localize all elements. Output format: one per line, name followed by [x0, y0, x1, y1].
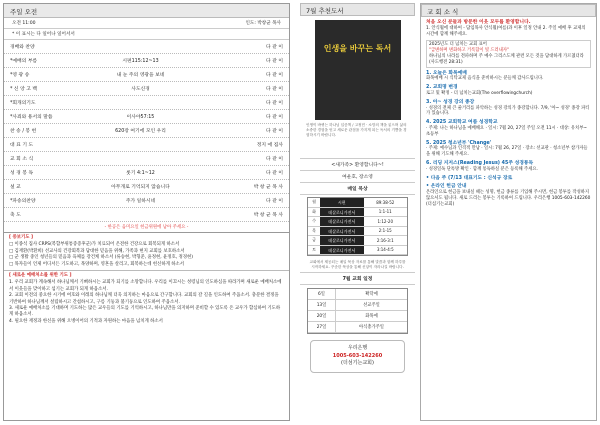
order-row — [4, 152, 289, 166]
schedule-row — [308, 322, 407, 333]
news-item-heading: • 다음 주 (7/13 대표기도 : 신석규 장로 — [426, 175, 513, 181]
order-row — [4, 124, 289, 138]
order-row — [4, 138, 289, 152]
order-item-leader: 다 같 이 — [266, 59, 283, 64]
order-item-title: 교 회 소 식 — [10, 157, 34, 162]
reading-range: 1:12-20 — [377, 218, 393, 224]
intercession-title: [ 중보기도 ] — [9, 235, 34, 240]
order-item-content: 룻기 4:1~12 — [126, 171, 155, 176]
vision-prayer — [4, 271, 289, 327]
schedule-event: 아식총가주일 — [359, 325, 384, 330]
order-item-content: 이사야57:15 — [126, 115, 155, 120]
reading-book: 데살로니가전서 — [320, 217, 364, 226]
order-item-content: 시편115:12~13 — [122, 59, 159, 64]
order-row — [4, 166, 289, 180]
prayer-item-text: 이종석 집사 CRPS(복합부위통증증후군)가 치료되어 온전한 건강으로 회복되게 하소서 — [14, 242, 180, 248]
order-item-leader: 다 같 이 — [266, 115, 283, 120]
news-content — [421, 17, 596, 421]
account-holder: (더섬기는교회) — [341, 360, 374, 366]
book-title: 7월 추천도서 — [300, 3, 415, 16]
news-item — [426, 161, 591, 173]
worship-title: 주일 오전 — [4, 4, 289, 18]
order-item-content: 사도신경 — [131, 87, 150, 92]
motto-text: "급변하며 변화하고 거룩함이 빛 드러내자" — [429, 48, 509, 54]
account-number: 1005-603-142260 — [332, 352, 383, 359]
book-cover: 인생을 바꾸는 독서 — [315, 20, 401, 120]
prayer-item: □ 목자들이 언제 어디서든 기도하고, 목양하며, 영혼을 살리고, 회복하는데 헌신하게 하소서 — [9, 261, 184, 267]
schedule-event: 선교주일 — [363, 303, 380, 308]
worship-subheader — [4, 18, 289, 29]
reading-day: 월 — [312, 199, 316, 205]
reading-range: 2:1-15 — [378, 228, 392, 234]
account-box — [310, 340, 405, 373]
intercession-prayer — [4, 233, 289, 271]
reading-range: 89:38-52 — [376, 199, 395, 205]
order-row — [4, 68, 289, 82]
news-item-heading: 4. 2025 교회학교 여름 성경학교 — [426, 120, 498, 126]
reading-book: 데살로니가전서 — [320, 236, 364, 245]
reading-book: 데살로니가전서 — [320, 227, 364, 236]
reading-book: 시편 — [320, 198, 364, 207]
order-row — [4, 208, 289, 222]
schedule-date: 6일 — [308, 289, 336, 299]
bulletin-right — [300, 3, 597, 421]
order-item-title: *사죄와 용서의 말씀 — [10, 115, 53, 120]
order-item-leader: 다 같 이 — [266, 45, 283, 50]
prayer-item: □ 김재환(박환희) 선교사의 건강회복과 담대한 믿음을 위해, 가족과 현지 교회를 보호하소서 — [9, 248, 185, 254]
order-item-leader: 다 같 이 — [266, 101, 283, 106]
reading-book: 데살로니가전서 — [320, 246, 364, 255]
order-item-title: 성 경 봉 독 — [10, 171, 34, 176]
vision-item: 4. 필요한 재정과 한신을 위해 오병이어의 기적과 자원하는 마음을 넘치게 하소서 — [9, 318, 163, 324]
news-item — [426, 141, 591, 158]
news-item-body: 화목예배 시 식탁교제 음식을 준비하시는 분들께 감사드립니다. — [426, 76, 544, 82]
news-item-body: 온라인으로 헌금을 보내실 때는 성명, 헌금 종류를 기입해 주시면, 헌금 봉투를 작성하지 않으셔도 됩니다. 새로 드리는 봉투는 기록하여 드립니다. 우리은행 1005-603-142260 (더섬기는교회) — [426, 190, 591, 207]
order-item-leader: 박 창 균 목 사 — [253, 213, 283, 218]
order-item-title: *예배의 부름 — [10, 59, 38, 64]
news-item-heading: 3. 아~ 성경 강의 종강 — [426, 99, 475, 105]
welcome-heading: 처음 오신 분들과 방문한 이웃 모두를 환영합니다. — [426, 20, 531, 25]
news-item — [426, 176, 591, 182]
order-item-leader: 정지 애 집사 — [256, 143, 283, 148]
reading-row — [308, 227, 407, 237]
news-title: 교 회 소 식 — [421, 4, 596, 17]
reading-day: 목 — [312, 227, 316, 233]
schedule-event: 확학예 — [365, 292, 378, 297]
reading-row — [308, 246, 407, 256]
prayer-item-text: 군 생활 중인 청년들의 믿음과 육체를 강건케 하소서 (류승현, 박형준, 윤정현, 윤정호, 정경현) — [14, 255, 193, 261]
prayer-item: □ 군 생활 중인 청년들의 믿음과 육체를 강건케 하소서 (류승현, 박형준, 윤정현, 윤정호, 정경현) — [9, 255, 193, 261]
middle-column — [300, 3, 415, 421]
order-item-title: 찬 송 / 봉 헌 — [10, 129, 37, 134]
order-item-title: * 신 앙 고 백 — [10, 87, 38, 92]
order-item-content: 주가 일하시네 — [125, 199, 156, 204]
order-of-worship — [4, 40, 289, 222]
newcomer-title: <새가족> 환영합니다~! — [300, 158, 415, 171]
order-row — [4, 194, 289, 208]
vision-item: 3. 새로운 예배처소를 기대하며 기도하는 많은 교우들의 기도를 기억하시고, 하나님만을 의지하며 준비할 수 있도록 온 교우가 합심하여 기도하게 하옵소서. — [9, 306, 281, 318]
order-item-leader: 다 같 이 — [266, 129, 283, 134]
order-item-content: 내 눈 주의 영광을 보네 — [116, 73, 165, 78]
order-item-title: *영 광 송 — [10, 73, 30, 78]
worship-panel — [3, 3, 290, 421]
order-item-title: *회개의기도 — [10, 101, 36, 106]
worship-preacher: 인도: 박창균 목사 — [245, 21, 281, 26]
star-note: * 이 표시는 다 일어나 일어서서 — [4, 29, 289, 40]
order-row — [4, 110, 289, 124]
news-item-body: · 주제: 나는 하나님을 예배해요 · 일시: 7월 20, 27일 주일 오전 11시 · 대상: 유치부~초등부 — [426, 125, 587, 137]
order-item-title: 경배와 찬양 — [10, 45, 35, 50]
reading-row — [308, 208, 407, 218]
schedule-title: 7월 교회 일정 — [300, 272, 415, 285]
order-item-title: 대 표 기 도 — [10, 143, 34, 148]
order-item-leader: 박 창 균 목 사 — [253, 185, 283, 190]
schedule-table — [307, 288, 408, 334]
news-item-heading: 5. 2025 청소년부 'Change' — [426, 140, 492, 146]
reading-range: 3:14-4:5 — [376, 247, 394, 253]
order-item-title: 축 도 — [10, 213, 21, 218]
order-item-leader: 다 같 이 — [266, 87, 283, 92]
news-item-body: 로고 및 확정 - 더 넘치는교회(The overflowingchurch) — [426, 90, 533, 96]
order-item-leader: 다 같 이 — [266, 199, 283, 204]
reading-day: 수 — [312, 218, 316, 224]
reading-day: 화 — [312, 208, 316, 214]
schedule-date: 20일 — [308, 311, 336, 321]
reading-note: 교회에서 제공되는 매일 묵상 자료를 통해 말씀과 함께 하루를 시작하세요. 꾸준한 묵상을 통해 신앙이 자라나길 바랍니다. — [309, 260, 406, 269]
news-item — [426, 85, 591, 97]
book-description: 인생이 바뀌는 하나님 입증책 / 고정민 · 소망의 책을 읽으며 삶의 소중한 경험을 얻고 새로운 관점을 가지게 되는 독서의 기쁨을 경험하시기 바랍니다. — [306, 123, 407, 137]
news-item — [426, 184, 591, 207]
prayer-item: □ 이종석 집사 CRPS(복합부위통증증후군)가 치료되어 온전한 건강으로 회복되게 하소서 — [9, 242, 180, 248]
news-item — [426, 120, 591, 137]
schedule-row — [308, 300, 407, 311]
reading-row — [308, 236, 407, 246]
prayer-item-text: 김재환(박환희) 선교사의 건강회복과 담대한 믿음을 위해, 가족과 현지 교회를 보호하소서 — [14, 248, 185, 254]
reading-row — [308, 217, 407, 227]
order-row — [4, 82, 289, 96]
order-row — [4, 180, 289, 194]
order-row — [4, 54, 289, 68]
news-item-body: · 성경일독 단톡방 확인 · 함께 통독하실 분은 등록해 주세요. — [426, 166, 538, 172]
news-item-heading: 2. 교회명 변경 — [426, 85, 458, 91]
news-item-body: · 성경의 전체 큰 줄거리를 파악하는 성경 강의가 종강합니다. 7/9, '아~ 성경' 종강 파티가 있습니다. — [426, 105, 590, 117]
news-item — [426, 100, 591, 117]
reading-day: 토 — [312, 246, 316, 252]
schedule-event: 화목예 — [365, 314, 378, 319]
reading-range: 2:16-3:1 — [376, 237, 394, 243]
order-item-title: *파송의찬양 — [10, 199, 36, 204]
schedule-date: 27일 — [308, 322, 336, 332]
reading-row — [308, 198, 407, 208]
motto-box — [426, 40, 591, 67]
schedule-date: 13일 — [308, 300, 336, 310]
order-row — [4, 40, 289, 54]
order-item-leader: 다 같 이 — [266, 157, 283, 162]
newcomer-names: 여운호, 장소영 — [300, 171, 415, 183]
reading-range: 1:1-11 — [378, 209, 392, 215]
reading-day: 금 — [312, 237, 316, 243]
motto-title: 2025년도 더 넘치는 교회 표어 — [429, 42, 487, 48]
schedule-row — [308, 289, 407, 300]
news-column — [420, 3, 597, 421]
welcome-body: 1. 안식월에 대하여 - 담임목사 안식월(여름)과 이후 일정 안내 2. 주일 예배 후 교제의 시간에 함께 해주세요. — [426, 25, 586, 37]
worship-time: 오전 11:00 — [12, 21, 36, 26]
order-item-title: 설 교 — [10, 185, 21, 190]
reading-table — [307, 197, 408, 256]
order-item-content: 아무개로 기억되지 않습니다 — [111, 185, 170, 190]
motto-verse: 하나님의 나라를 전파하며 주 예수 그리스도께 관련 모든 것을 담대하게 가르쳤더라 (사도행전 28:31) — [429, 53, 584, 65]
reading-book: 데살로니가전서 — [320, 208, 364, 217]
reading-title: 매일 묵상 — [300, 183, 415, 195]
offering-note: - 한공은 음미요일 헌금위원에 남아 주세요 - — [4, 222, 289, 233]
vision-item: 1. 우리 교회가 계속해서 하나님께서 기뻐하시는 교회가 되기를 소망합니다. 우리를 이끄시는 성령님의 인도하심을 따라가며 새로운 예배처소에서 이웃들을 맞이하고 섬기는 교회가 되게 하옵소서. — [9, 280, 282, 292]
order-row — [4, 96, 289, 110]
order-item-leader: 다 같 이 — [266, 73, 283, 78]
news-item-heading: 6. 리딩 지저스(Reading Jesus) 45주 성경통독 — [426, 160, 534, 166]
news-item — [426, 71, 591, 83]
news-item-heading: • 온라인 헌금 안내 — [426, 184, 467, 190]
prayer-item-text: 목자들이 언제 어디서든 기도하고, 목양하며, 영혼을 살리고, 회복하는데 헌신하게 하소서 — [14, 261, 184, 267]
order-item-leader: 다 같 이 — [266, 171, 283, 176]
news-item-body: · 주제: 예수님과 인격적 만남 · 일시: 7월 26, 27일 · 장소: 선교관 · 청소년부 참가자들을 위해 기도해 주세요. — [426, 146, 588, 158]
vision-title: [ 새로운 예배처소를 위한 기도 ] — [9, 273, 72, 279]
news-item-heading: 1. 오늘은 화목예배 — [426, 70, 467, 76]
bank-name: 우리은행 — [347, 345, 368, 351]
order-item-content: 620장 여기에 모인 우리 — [115, 129, 166, 134]
vision-item: 2. 교회 이전의 중요한 시기에 여호와 이레의 하나님께 더욱 의지하는 마음으로 간구합니다. 교회의 갈 길을 인도하여 주옵소서. 충분한 결정을 기반하여 하나님께서 설립하시고 간섭하시고, 구름 기둥과 불기둥으로 인도하여 주옵소서. — [9, 293, 279, 305]
schedule-row — [308, 311, 407, 322]
